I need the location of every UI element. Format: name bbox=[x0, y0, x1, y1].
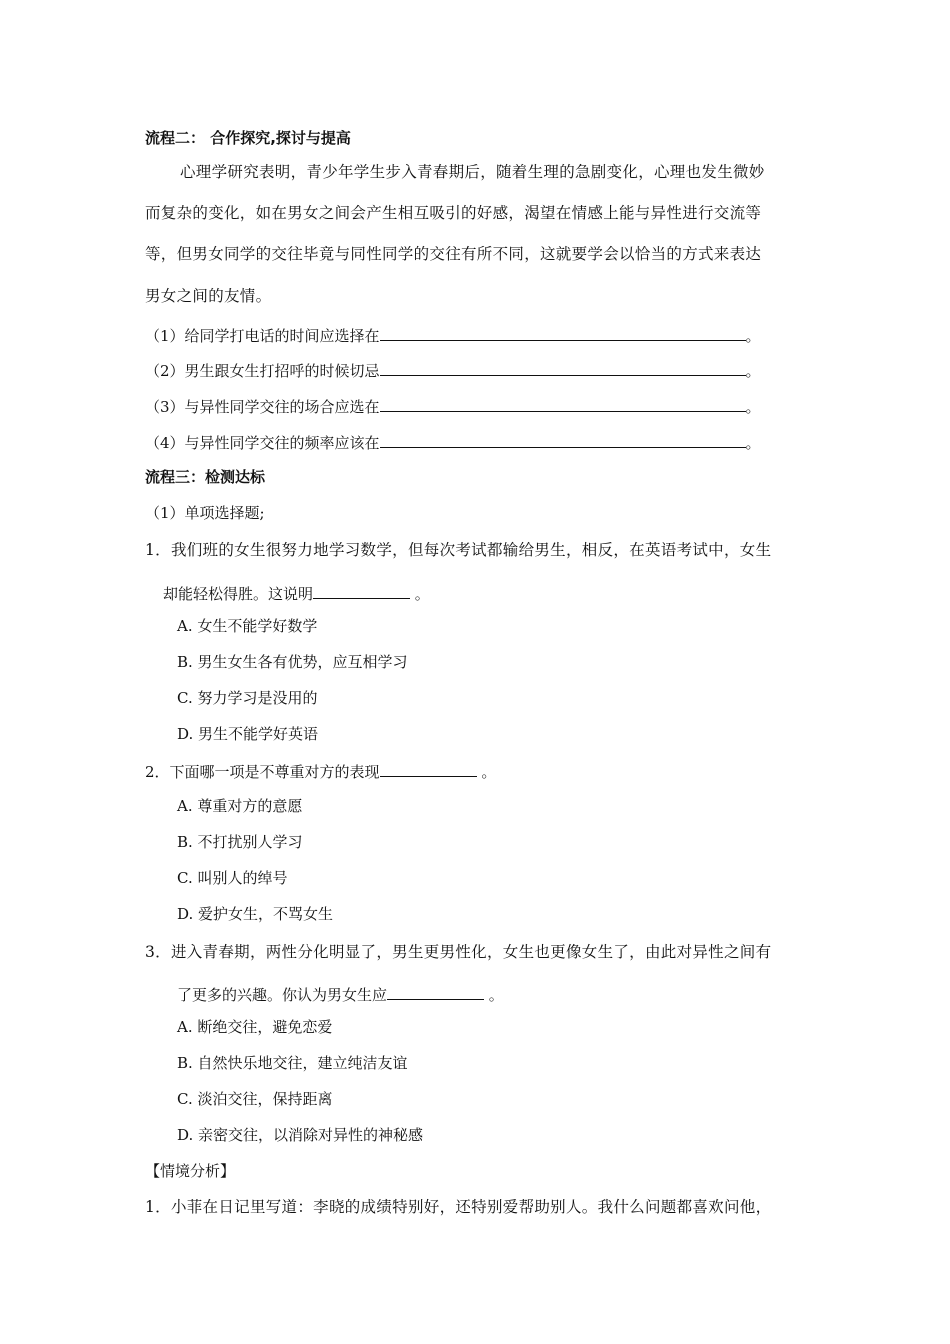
fill-item-end: 。 bbox=[745, 327, 761, 345]
answer-blank[interactable] bbox=[387, 983, 484, 1000]
fill-item-1 bbox=[145, 324, 761, 346]
question-text: 2．下面哪一项是不尊重对方的表现 bbox=[145, 763, 380, 781]
answer-blank[interactable] bbox=[380, 395, 746, 412]
fill-item-2 bbox=[145, 359, 761, 381]
question-1-option-c: C. 努力学习是没用的 bbox=[177, 689, 318, 707]
section3-sub-heading: （1）单项选择题; bbox=[145, 504, 265, 522]
question-1-line-2 bbox=[163, 582, 430, 604]
situation-heading: 【情境分析】 bbox=[145, 1162, 236, 1180]
question-text: 了更多的兴趣。你认为男女生应 bbox=[177, 986, 388, 1004]
fill-item-label: （3）与异性同学交往的场合应选在 bbox=[145, 398, 380, 416]
question-1-option-d: D. 男生不能学好英语 bbox=[177, 725, 319, 743]
question-end: 。 bbox=[410, 585, 430, 603]
answer-blank[interactable] bbox=[380, 431, 746, 448]
question-2-line-1 bbox=[145, 760, 496, 782]
fill-item-4 bbox=[145, 431, 761, 453]
answer-blank[interactable] bbox=[313, 582, 410, 599]
fill-item-3 bbox=[145, 395, 761, 417]
question-1-option-b: B. 男生女生各有优势，应互相学习 bbox=[177, 653, 408, 671]
question-3-line-1: 3．进入青春期，两性分化明显了，男生更男性化，女生也更像女生了，由此对异性之间有 bbox=[145, 943, 772, 961]
fill-item-end: 。 bbox=[745, 434, 761, 452]
intro-line-2: 而复杂的变化，如在男女之间会产生相互吸引的好感，渴望在情感上能与异性进行交流等 bbox=[145, 204, 762, 222]
question-2-option-c: C. 叫别人的绰号 bbox=[177, 869, 288, 887]
question-3-option-a: A. 断绝交往，避免恋爱 bbox=[177, 1018, 333, 1036]
section2-heading: 流程二： 合作探究,探讨与提高 bbox=[145, 129, 351, 147]
question-3-option-c: C. 淡泊交往，保持距离 bbox=[177, 1090, 333, 1108]
question-2-option-d: D. 爱护女生，不骂女生 bbox=[177, 905, 334, 923]
fill-item-end: 。 bbox=[745, 398, 761, 416]
question-end: 。 bbox=[484, 986, 504, 1004]
situation-line-1: 1．小菲在日记里写道：李晓的成绩特别好，还特别爱帮助别人。我什么问题都喜欢问他， bbox=[145, 1198, 772, 1216]
question-text: 却能轻松得胜。这说明 bbox=[163, 585, 314, 603]
fill-item-label: （4）与异性同学交往的频率应该在 bbox=[145, 434, 380, 452]
section3-heading: 流程三：检测达标 bbox=[145, 468, 266, 486]
fill-item-label: （1）给同学打电话的时间应选择在 bbox=[145, 327, 380, 345]
answer-blank[interactable] bbox=[380, 760, 477, 777]
intro-line-1: 心理学研究表明，青少年学生步入青春期后，随着生理的急剧变化，心理也发生微妙 bbox=[180, 163, 765, 181]
answer-blank[interactable] bbox=[380, 324, 746, 341]
intro-line-4: 男女之间的友情。 bbox=[145, 287, 272, 305]
intro-line-3: 等，但男女同学的交往毕竟与同性同学的交往有所不同，这就要学会以恰当的方式来表达 bbox=[145, 245, 762, 263]
fill-item-end: 。 bbox=[745, 362, 761, 380]
question-3-option-d: D. 亲密交往，以消除对异性的神秘感 bbox=[177, 1126, 424, 1144]
question-2-option-a: A. 尊重对方的意愿 bbox=[177, 797, 303, 815]
question-end: 。 bbox=[476, 763, 497, 781]
question-2-option-b: B. 不打扰别人学习 bbox=[177, 833, 303, 851]
fill-item-label: （2）男生跟女生打招呼的时候切忌 bbox=[145, 362, 380, 380]
question-3-option-b: B. 自然快乐地交往，建立纯洁友谊 bbox=[177, 1054, 408, 1072]
answer-blank[interactable] bbox=[380, 359, 746, 376]
question-1-line-1: 1．我们班的女生很努力地学习数学，但每次考试都输给男生，相反，在英语考试中，女生 bbox=[145, 541, 772, 559]
question-1-option-a: A. 女生不能学好数学 bbox=[177, 617, 318, 635]
question-3-line-2 bbox=[177, 983, 504, 1005]
